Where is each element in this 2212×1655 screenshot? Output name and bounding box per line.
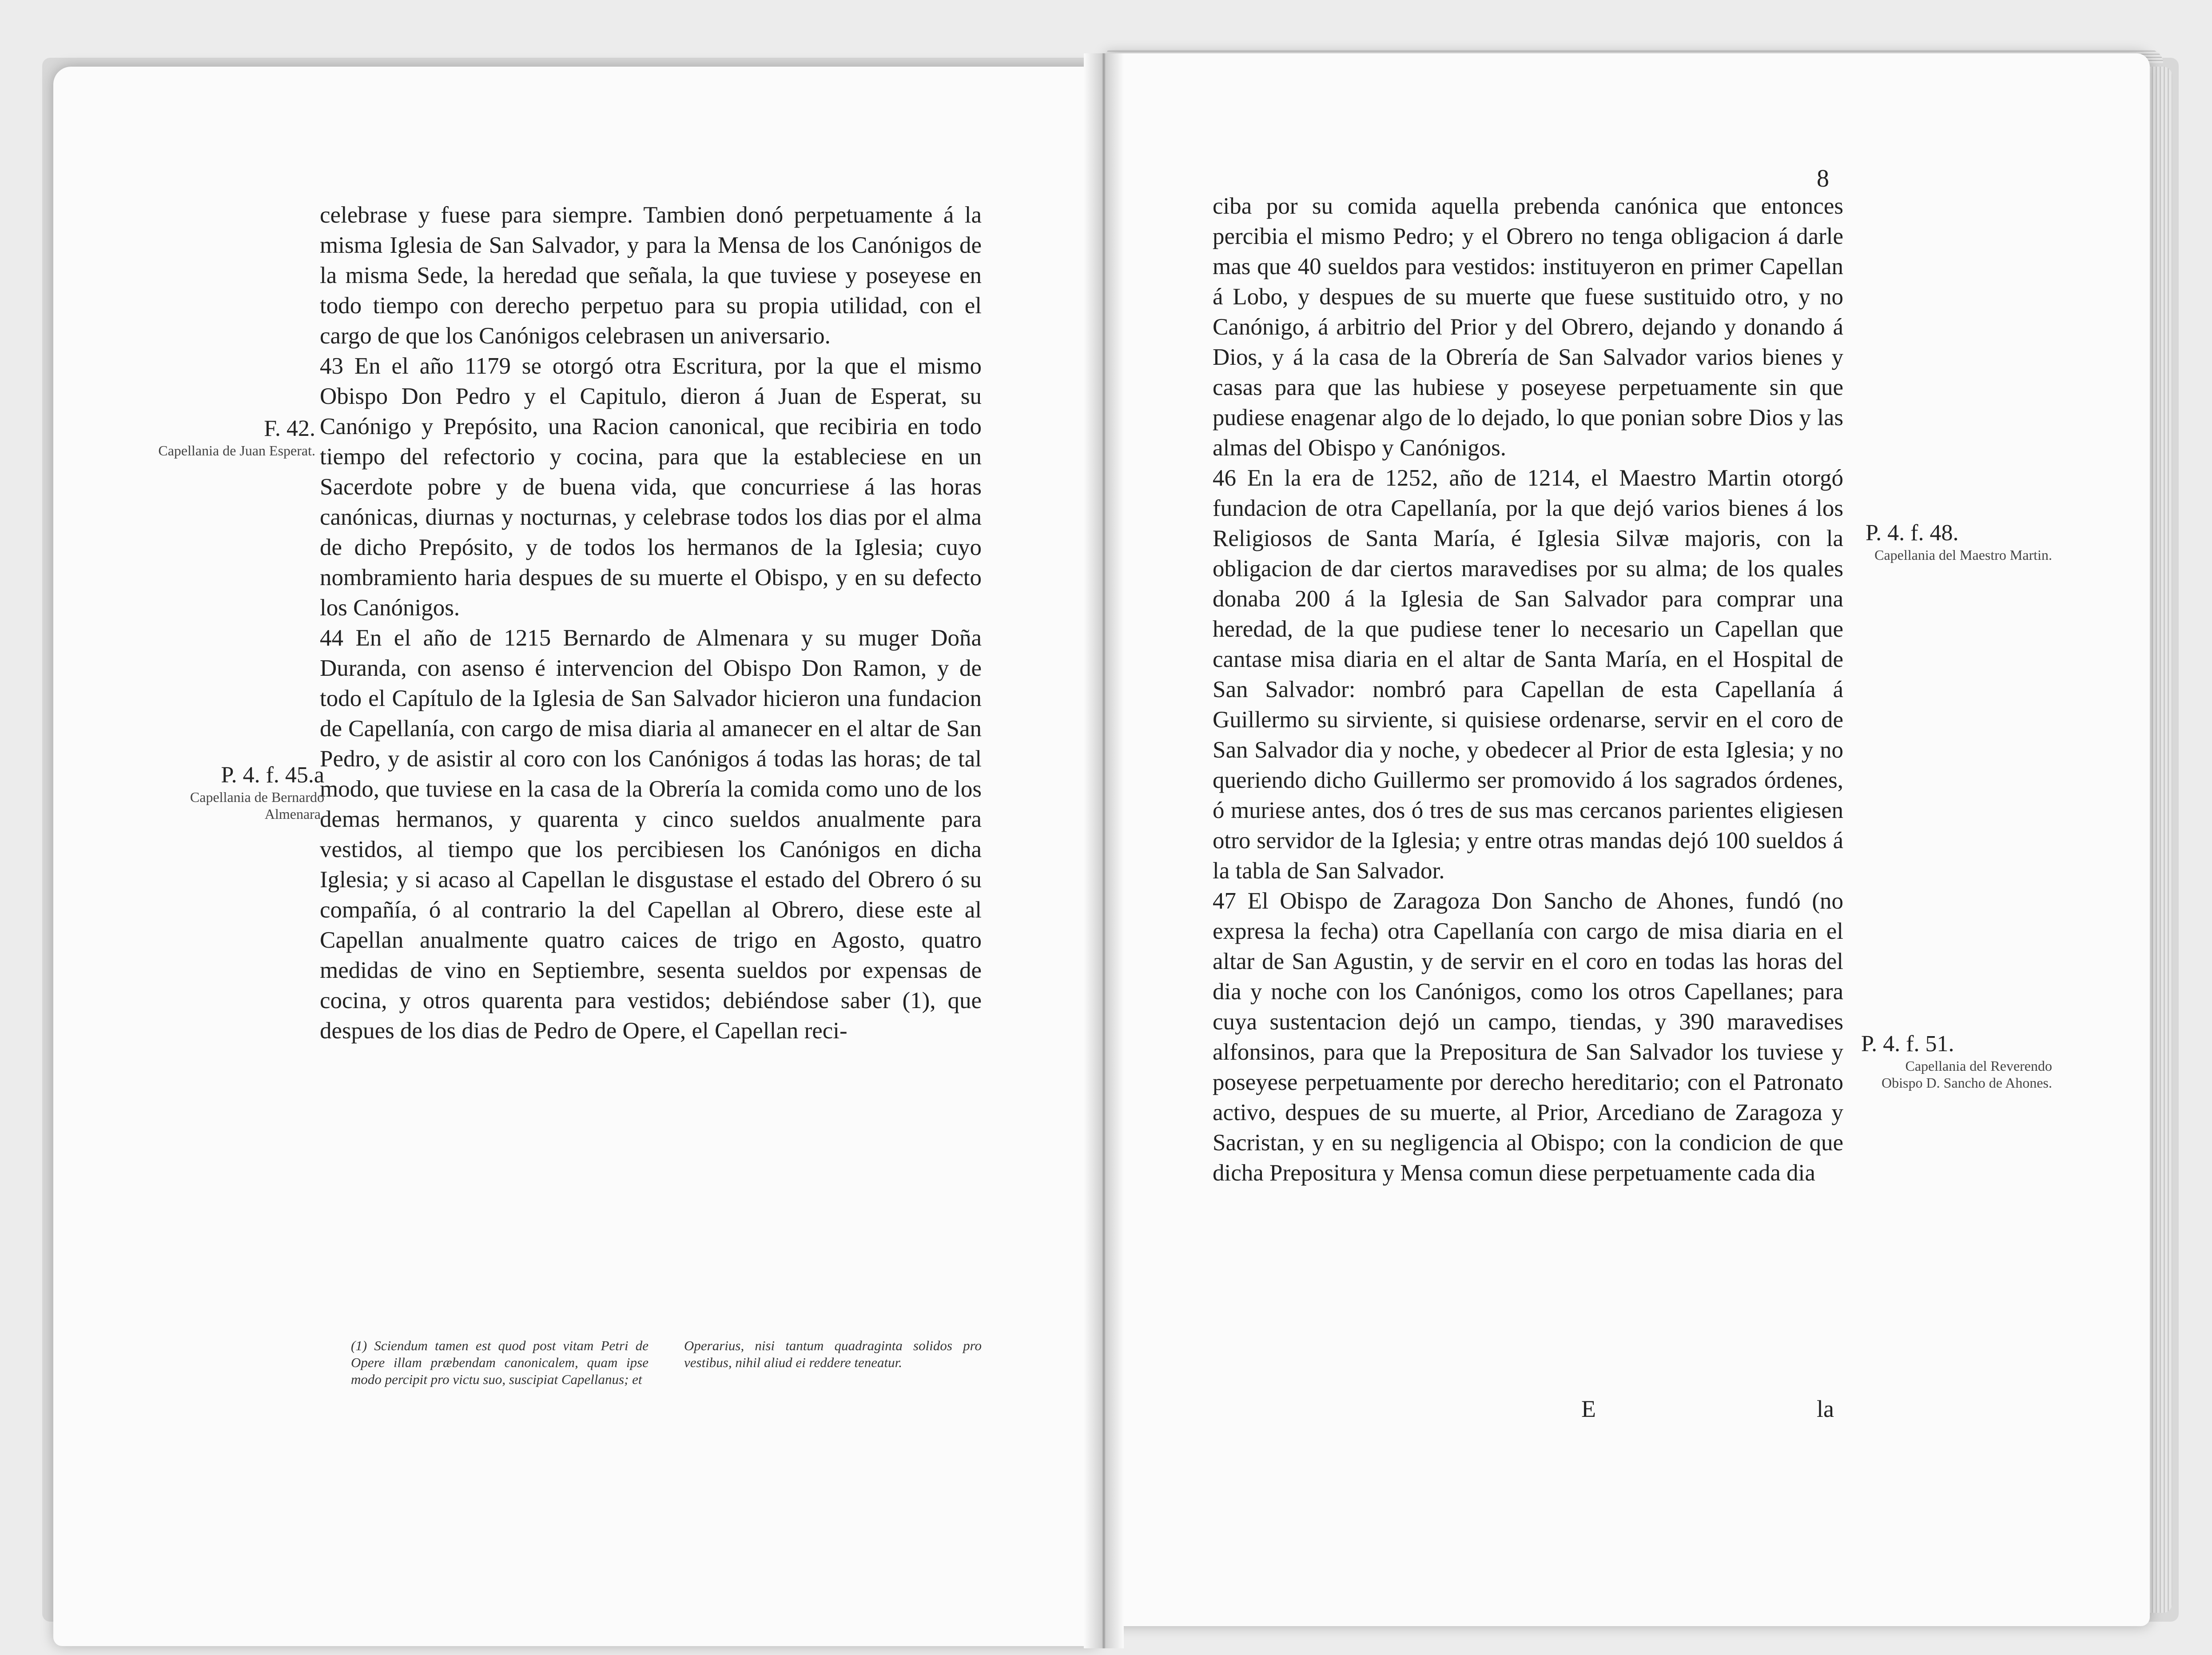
right-paragraph: 46 En la era de 1252, año de 1214, el Maestro Martin otorgó fundacion de otra Capellanía, por la que dejó varios bienes á los Religiosos de Santa María, é Iglesia Silvæ majoris, con la obligacion de dar ciertos maravedises por su alma; de los quales donaba 200 á la Iglesia de San Salvador para comprar una heredad, de la que pudiese tener lo necesario un Capellan que cantase misa diaria en el altar de Santa María, en el Hospital de San Salvador: nombró para Capellan de esta Capellanía á Guillermo su sirviente, si quisiese ordenarse, servir en el coro de San Salvador dia y noche, y obedecer al Prior de esta Iglesia; y no queriendo dicho Guillermo ser promovido á los sagrados órdenes, ó muriese antes, dos ó tres de sus mas cercanos parientes eligiesen otro servidor de la Iglesia; y entre otras mandas dejó 100 sueldos á la tabla de San Salvador. — [1213, 465, 1843, 884]
margin-note-p4-f45 — [129, 762, 324, 822]
margin-ref: P. 4. f. 48. — [1866, 520, 1959, 546]
margin-desc: Capellania del Maestro Martin. — [1874, 547, 2052, 563]
signature-mark: E — [1581, 1396, 1596, 1422]
book-gutter — [1084, 53, 1124, 1648]
margin-note-p4-f48 — [1866, 520, 2052, 563]
footnotes — [351, 1337, 982, 1388]
right-paragraph: ciba por su comida aquella prebenda canónica que entonces percibia el mismo Pedro; y el Obrero no tenga obligacion á darle mas que 40 sueldos para vestidos: instituyeron en primer Capellan á Lobo, y despues de su muerte que fuese sustituido otro, y no Canónigo, á arbitrio del Prior y del Obrero, dejando y donando á Dios, y á la casa de la Obrería de San Salvador varios bienes y casas para que las hubiese y poseyese perpetuamente sin que pudiese enagenar algo de lo dejado, lo que ponian sobre Dios y las almas del Obispo y Canónigos. — [1213, 193, 1843, 461]
left-paragraph: 44 En el año de 1215 Bernardo de Almenara y su muger Doña Duranda, con asenso é intervencion del Obispo Don Ramon, y de todo el Capítulo de la Iglesia de San Salvador hicieron una fundacion de Capellanía, con cargo de misa diaria al amanecer en el altar de San Pedro, y de asistir al coro con los Canónigos á todas las horas; de tal modo, que tuviese en la casa de la Obrería la comida como uno de los demas hermanos, y quarenta y cinco sueldos anualmente para vestidos, al tiempo que los percibiesen los Canónigos en dicha Iglesia; y si acaso al Capellan le disgustase el estado del Obrero ó su compañía, ó al contrario la del Capellan al Obrero, diese este al Capellan anualmente quatro caices de trigo en Agosto, quatro medidas de vino en Septiembre, sesenta sueldos por expensas de cocina, y otros quarenta para vestidos; debiéndose saber (1), que despues de los dias de Pedro de Opere, el Capellan reci- — [320, 625, 982, 1044]
margin-ref: P. 4. f. 51. — [1861, 1031, 1954, 1057]
page-number: 8 — [1817, 165, 1829, 192]
catchword: la — [1817, 1396, 1834, 1422]
right-paragraph: 47 El Obispo de Zaragoza Don Sancho de Ahones, fundó (no expresa la fecha) otra Capellanía con cargo de misa diaria en el altar de San Agustin, y de servir en el coro en todas las horas del dia y noche con los Canónigos, como los otros Capellanes; para cuya sustentacion dejó un campo, tiendas, y 390 maravedises alfonsinos, para que la Prepositura de San Salvador los tuviese y poseyese perpetuamente por derecho hereditario; con el Patronato activo, despues de su muerte, al Prior, Arcediano de Zaragoza y Sacristan, y en su negligencia al Obispo; con la condicion de que dicha Prepositura y Mensa comun diese perpetuamente cada dia — [1213, 888, 1843, 1186]
margin-desc: Capellania del Reverendo Obispo D. Sancho de Ahones. — [1882, 1058, 2052, 1091]
margin-note-p4-f51 — [1861, 1031, 2052, 1091]
margin-ref: P. 4. f. 45.a — [221, 762, 324, 788]
footnote-column: (1) Sciendum tamen est quod post vitam Petri de Opere illam præbendam canonicalem, quam ipse modo percipit pro victu suo, suscipiat Capellanus; et — [351, 1338, 648, 1387]
left-page-text — [320, 200, 982, 1046]
left-paragraph: celebrase y fuese para siempre. Tambien donó perpetuamente á la misma Iglesia de San Salvador, y para la Mensa de los Canónigos de la misma Sede, la heredad que señala, la que tuviese y poseyese en todo tiempo con derecho perpetuo para su propia utilidad, con el cargo de que los Canónigos celebrasen un aniversario. — [320, 202, 982, 349]
margin-desc: Capellania de Juan Esperat. — [158, 443, 315, 459]
margin-note-f42 — [129, 415, 315, 459]
margin-ref: F. 42. — [264, 416, 315, 441]
left-paragraph: 43 En el año 1179 se otorgó otra Escritura, por la que el mismo Obispo Don Pedro y el Capitulo, dieron á Juan de Esperat, su Canónigo y Prepósito, una Racion canonical, que recibiria en todo tiempo del refectorio y cocina, para que la estableciese en un Sacerdote pobre y de buena vida, que concurriese á las horas canónicas, diurnas y nocturnas, y celebrase todos los dias por el alma de dicho Prepósito, y de todos los hermanos de la Iglesia; cuyo nombramiento haria despues de su muerte el Obispo, y en su defecto los Canónigos. — [320, 353, 982, 621]
right-page-text — [1213, 191, 1843, 1188]
margin-desc: Capellania de Bernardo Almenara. — [190, 789, 324, 822]
footnote-column: Operarius, nisi tantum quadraginta solidos pro vestibus, nihil aliud ei reddere teneatur. — [684, 1338, 982, 1370]
